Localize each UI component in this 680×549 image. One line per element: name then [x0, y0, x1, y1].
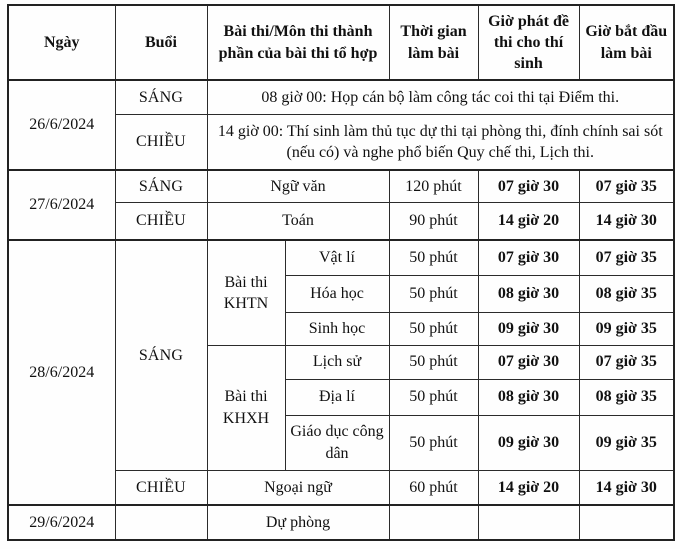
afternoon-note-26-6: 14 giờ 00: Thí sinh làm thủ tục dự thi tại phòng thi, đính chính sai sót (nếu có) và nghe phổ biến Quy chế thi, Lịch thi.	[207, 114, 674, 170]
start-time-lich-su: 07 giờ 35	[579, 345, 674, 379]
subject-cell-ngu-van: Ngữ văn	[207, 170, 389, 202]
subject-cell-sinh-hoc: Sinh học	[285, 312, 389, 345]
header-row	[8, 5, 674, 80]
row-28-6-vat-li	[8, 240, 674, 275]
duration-cell-lich-su: 50 phút	[389, 345, 478, 379]
session-cell-chieu-26-6: CHIỀU	[115, 114, 207, 170]
start-time-toan: 14 giờ 30	[579, 202, 674, 240]
subject-cell-toan: Toán	[207, 202, 389, 240]
session-cell-chieu-27-6: CHIỀU	[115, 202, 207, 240]
start-time-ngu-van: 07 giờ 35	[579, 170, 674, 202]
header-cell-bai-thi: Bài thi/Môn thi thành phần của bài thi tổ hợp	[207, 5, 389, 80]
exam-schedule-table	[7, 4, 675, 541]
handout-time-sinh-hoc: 09 giờ 30	[478, 312, 579, 345]
row-29-6-reserve	[8, 505, 674, 540]
start-time-sinh-hoc: 09 giờ 35	[579, 312, 674, 345]
handout-time-hoa-hoc: 08 giờ 30	[478, 275, 579, 312]
start-time-dia-li: 08 giờ 35	[579, 379, 674, 415]
subject-cell-lich-su: Lịch sử	[285, 345, 389, 379]
start-time-vat-li: 07 giờ 35	[579, 240, 674, 275]
handout-time-ngoai-ngu: 14 giờ 20	[478, 470, 579, 505]
subject-cell-du-phong: Dự phòng	[207, 505, 389, 540]
row-27-6-morning	[8, 170, 674, 202]
header-cell-gio-bat-dau: Giờ bắt đầu làm bài	[579, 5, 674, 80]
empty-duration-cell-29-6	[389, 505, 478, 540]
header-cell-ngay: Ngày	[8, 5, 115, 80]
handout-time-dia-li: 08 giờ 30	[478, 379, 579, 415]
session-cell-sang-26-6: SÁNG	[115, 80, 207, 114]
subject-cell-hoa-hoc: Hóa học	[285, 275, 389, 312]
date-cell-29-6-2024: 29/6/2024	[8, 505, 115, 540]
start-time-giao-duc-cong-dan: 09 giờ 35	[579, 415, 674, 470]
start-time-hoa-hoc: 08 giờ 35	[579, 275, 674, 312]
session-cell-chieu-28-6: CHIỀU	[115, 470, 207, 505]
header-cell-gio-phat: Giờ phát đề thi cho thí sinh	[478, 5, 579, 80]
exam-group-khtn: Bài thi KHTN	[207, 240, 285, 345]
subject-cell-ngoai-ngu: Ngoại ngữ	[207, 470, 389, 505]
exam-group-khxh: Bài thi KHXH	[207, 345, 285, 470]
session-cell-sang-27-6: SÁNG	[115, 170, 207, 202]
row-26-6-morning	[8, 80, 674, 114]
start-time-ngoai-ngu: 14 giờ 30	[579, 470, 674, 505]
subject-cell-dia-li: Địa lí	[285, 379, 389, 415]
session-cell-sang-28-6: SÁNG	[115, 240, 207, 470]
date-cell-27-6-2024: 27/6/2024	[8, 170, 115, 240]
empty-start-cell-29-6	[579, 505, 674, 540]
duration-cell-ngu-van: 120 phút	[389, 170, 478, 202]
subject-cell-giao-duc-cong-dan: Giáo dục công dân	[285, 415, 389, 470]
duration-cell-giao-duc-cong-dan: 50 phút	[389, 415, 478, 470]
duration-cell-vat-li: 50 phút	[389, 240, 478, 275]
date-cell-26-6-2024: 26/6/2024	[8, 80, 115, 170]
handout-time-lich-su: 07 giờ 30	[478, 345, 579, 379]
morning-note-26-6: 08 giờ 00: Họp cán bộ làm công tác coi thi tại Điểm thi.	[207, 80, 674, 114]
duration-cell-toan: 90 phút	[389, 202, 478, 240]
duration-cell-dia-li: 50 phút	[389, 379, 478, 415]
handout-time-vat-li: 07 giờ 30	[478, 240, 579, 275]
handout-time-ngu-van: 07 giờ 30	[478, 170, 579, 202]
header-cell-thoi-gian: Thời gian làm bài	[389, 5, 478, 80]
header-cell-buoi: Buổi	[115, 5, 207, 80]
duration-cell-ngoai-ngu: 60 phút	[389, 470, 478, 505]
date-cell-28-6-2024: 28/6/2024	[8, 240, 115, 505]
duration-cell-sinh-hoc: 50 phút	[389, 312, 478, 345]
subject-cell-vat-li: Vật lí	[285, 240, 389, 275]
duration-cell-hoa-hoc: 50 phút	[389, 275, 478, 312]
empty-handout-cell-29-6	[478, 505, 579, 540]
empty-session-cell-29-6	[115, 505, 207, 540]
handout-time-toan: 14 giờ 20	[478, 202, 579, 240]
handout-time-giao-duc-cong-dan: 09 giờ 30	[478, 415, 579, 470]
